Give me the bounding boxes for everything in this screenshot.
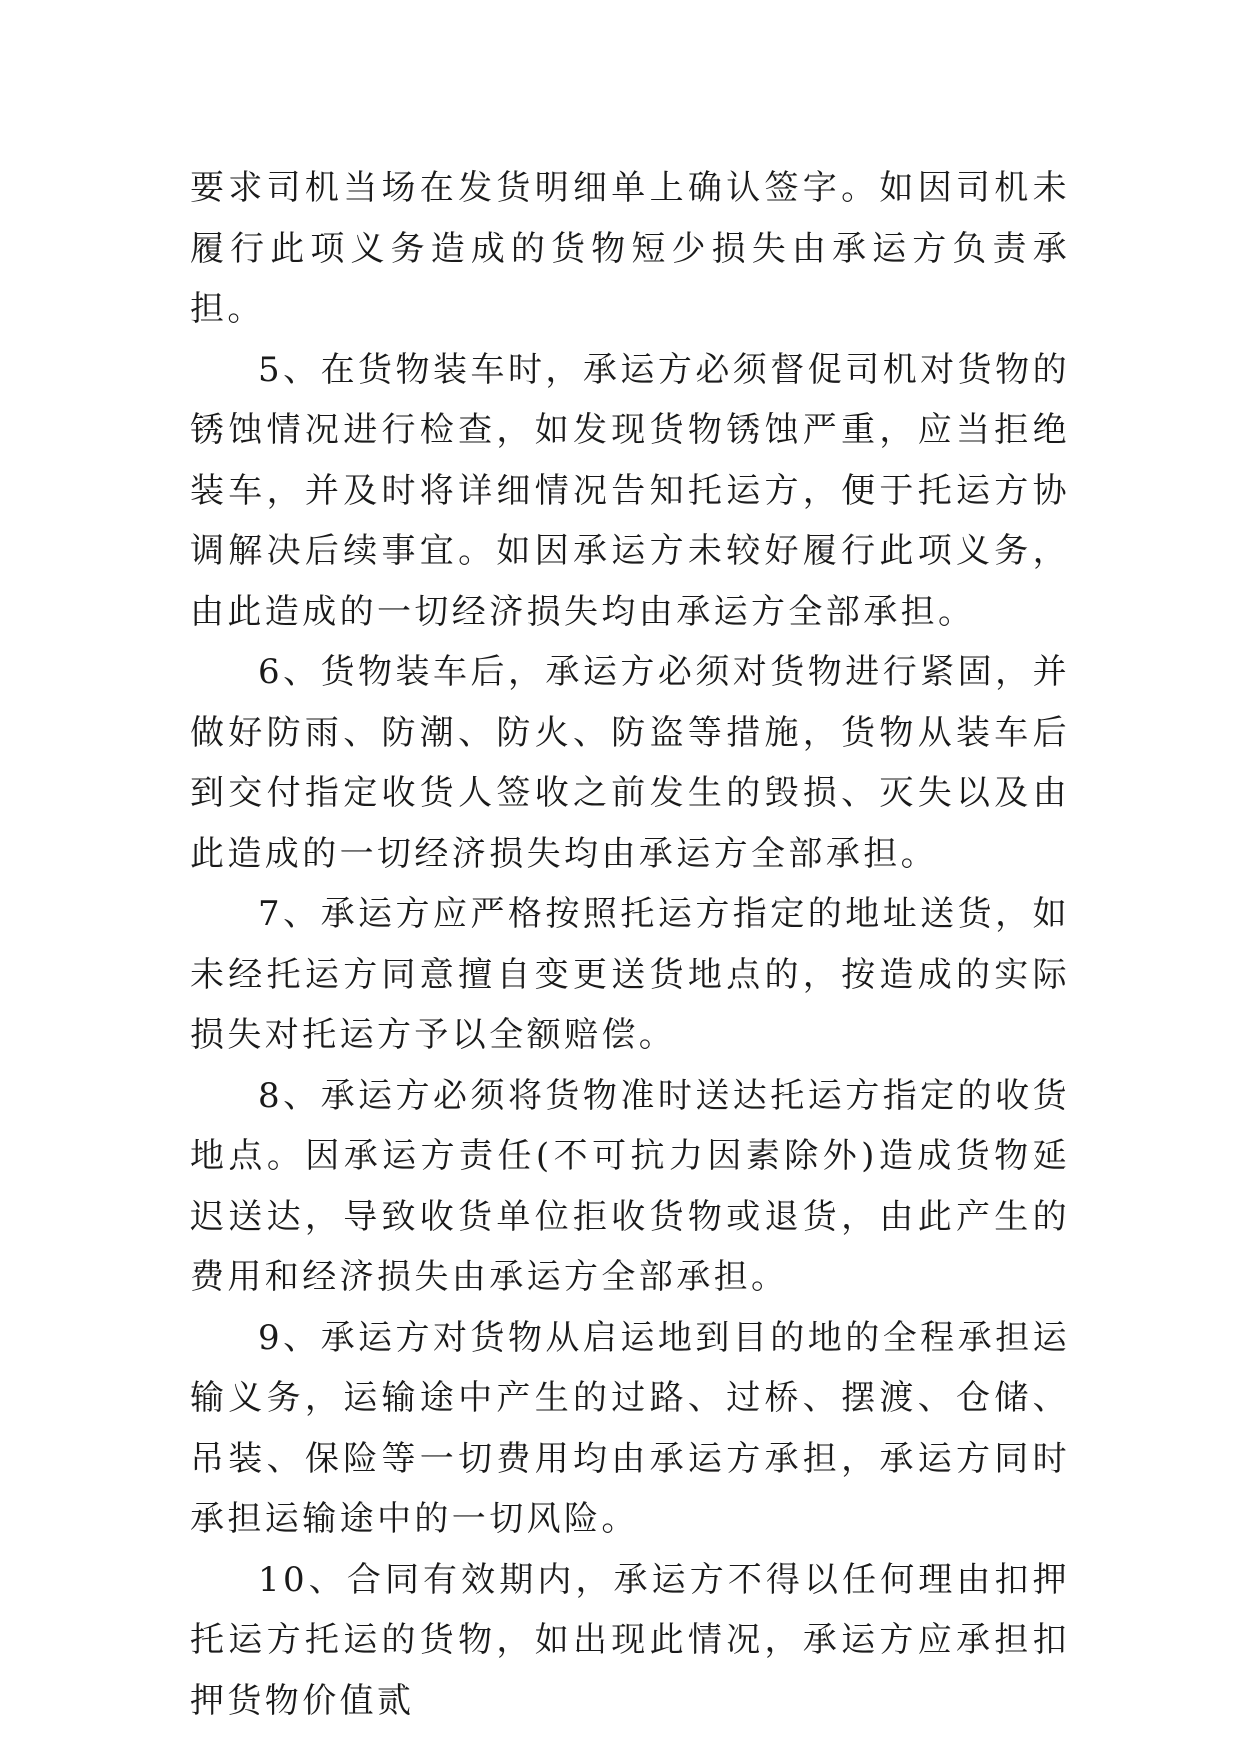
paragraph-clause-6: 6、货物装车后，承运方必须对货物进行紧固，并做好防雨、防潮、防火、防盗等措施，货物从装车后到交付指定收货人签收之前发生的毁损、灭失以及由此造成的一切经济损失均由承运方全部承担。 bbox=[190, 652, 1070, 874]
paragraph-clause-8: 8、承运方必须将货物准时送达托运方指定的收货地点。因承运方责任(不可抗力因素除外)造成货物延迟送达，导致收货单位拒收货物或退货，由此产生的费用和经济损失由承运方全部承担。 bbox=[190, 1075, 1070, 1297]
document-body bbox=[190, 158, 1070, 1731]
paragraph-clause-7: 7、承运方应严格按照托运方指定的地址送货，如未经托运方同意擅自变更送货地点的，按造成的实际损失对托运方予以全额赔偿。 bbox=[190, 894, 1070, 1055]
paragraph-clause-9: 9、承运方对货物从启运地到目的地的全程承担运输义务，运输途中产生的过路、过桥、摆渡、仓储、吊装、保险等一切费用均由承运方承担，承运方同时承担运输途中的一切风险。 bbox=[190, 1317, 1070, 1539]
paragraph-clause-5: 5、在货物装车时，承运方必须督促司机对货物的锈蚀情况进行检查，如发现货物锈蚀严重，应当拒绝装车，并及时将详细情况告知托运方，便于托运方协调解决后续事宜。如因承运方未较好履行此项义务，由此造成的一切经济损失均由承运方全部承担。 bbox=[190, 349, 1070, 632]
paragraph-continuation: 要求司机当场在发货明细单上确认签字。如因司机未履行此项义务造成的货物短少损失由承运方负责承担。 bbox=[190, 168, 1070, 329]
paragraph-clause-10: 10、合同有效期内，承运方不得以任何理由扣押托运方托运的货物，如出现此情况，承运方应承担扣押货物价值贰 bbox=[190, 1559, 1070, 1721]
